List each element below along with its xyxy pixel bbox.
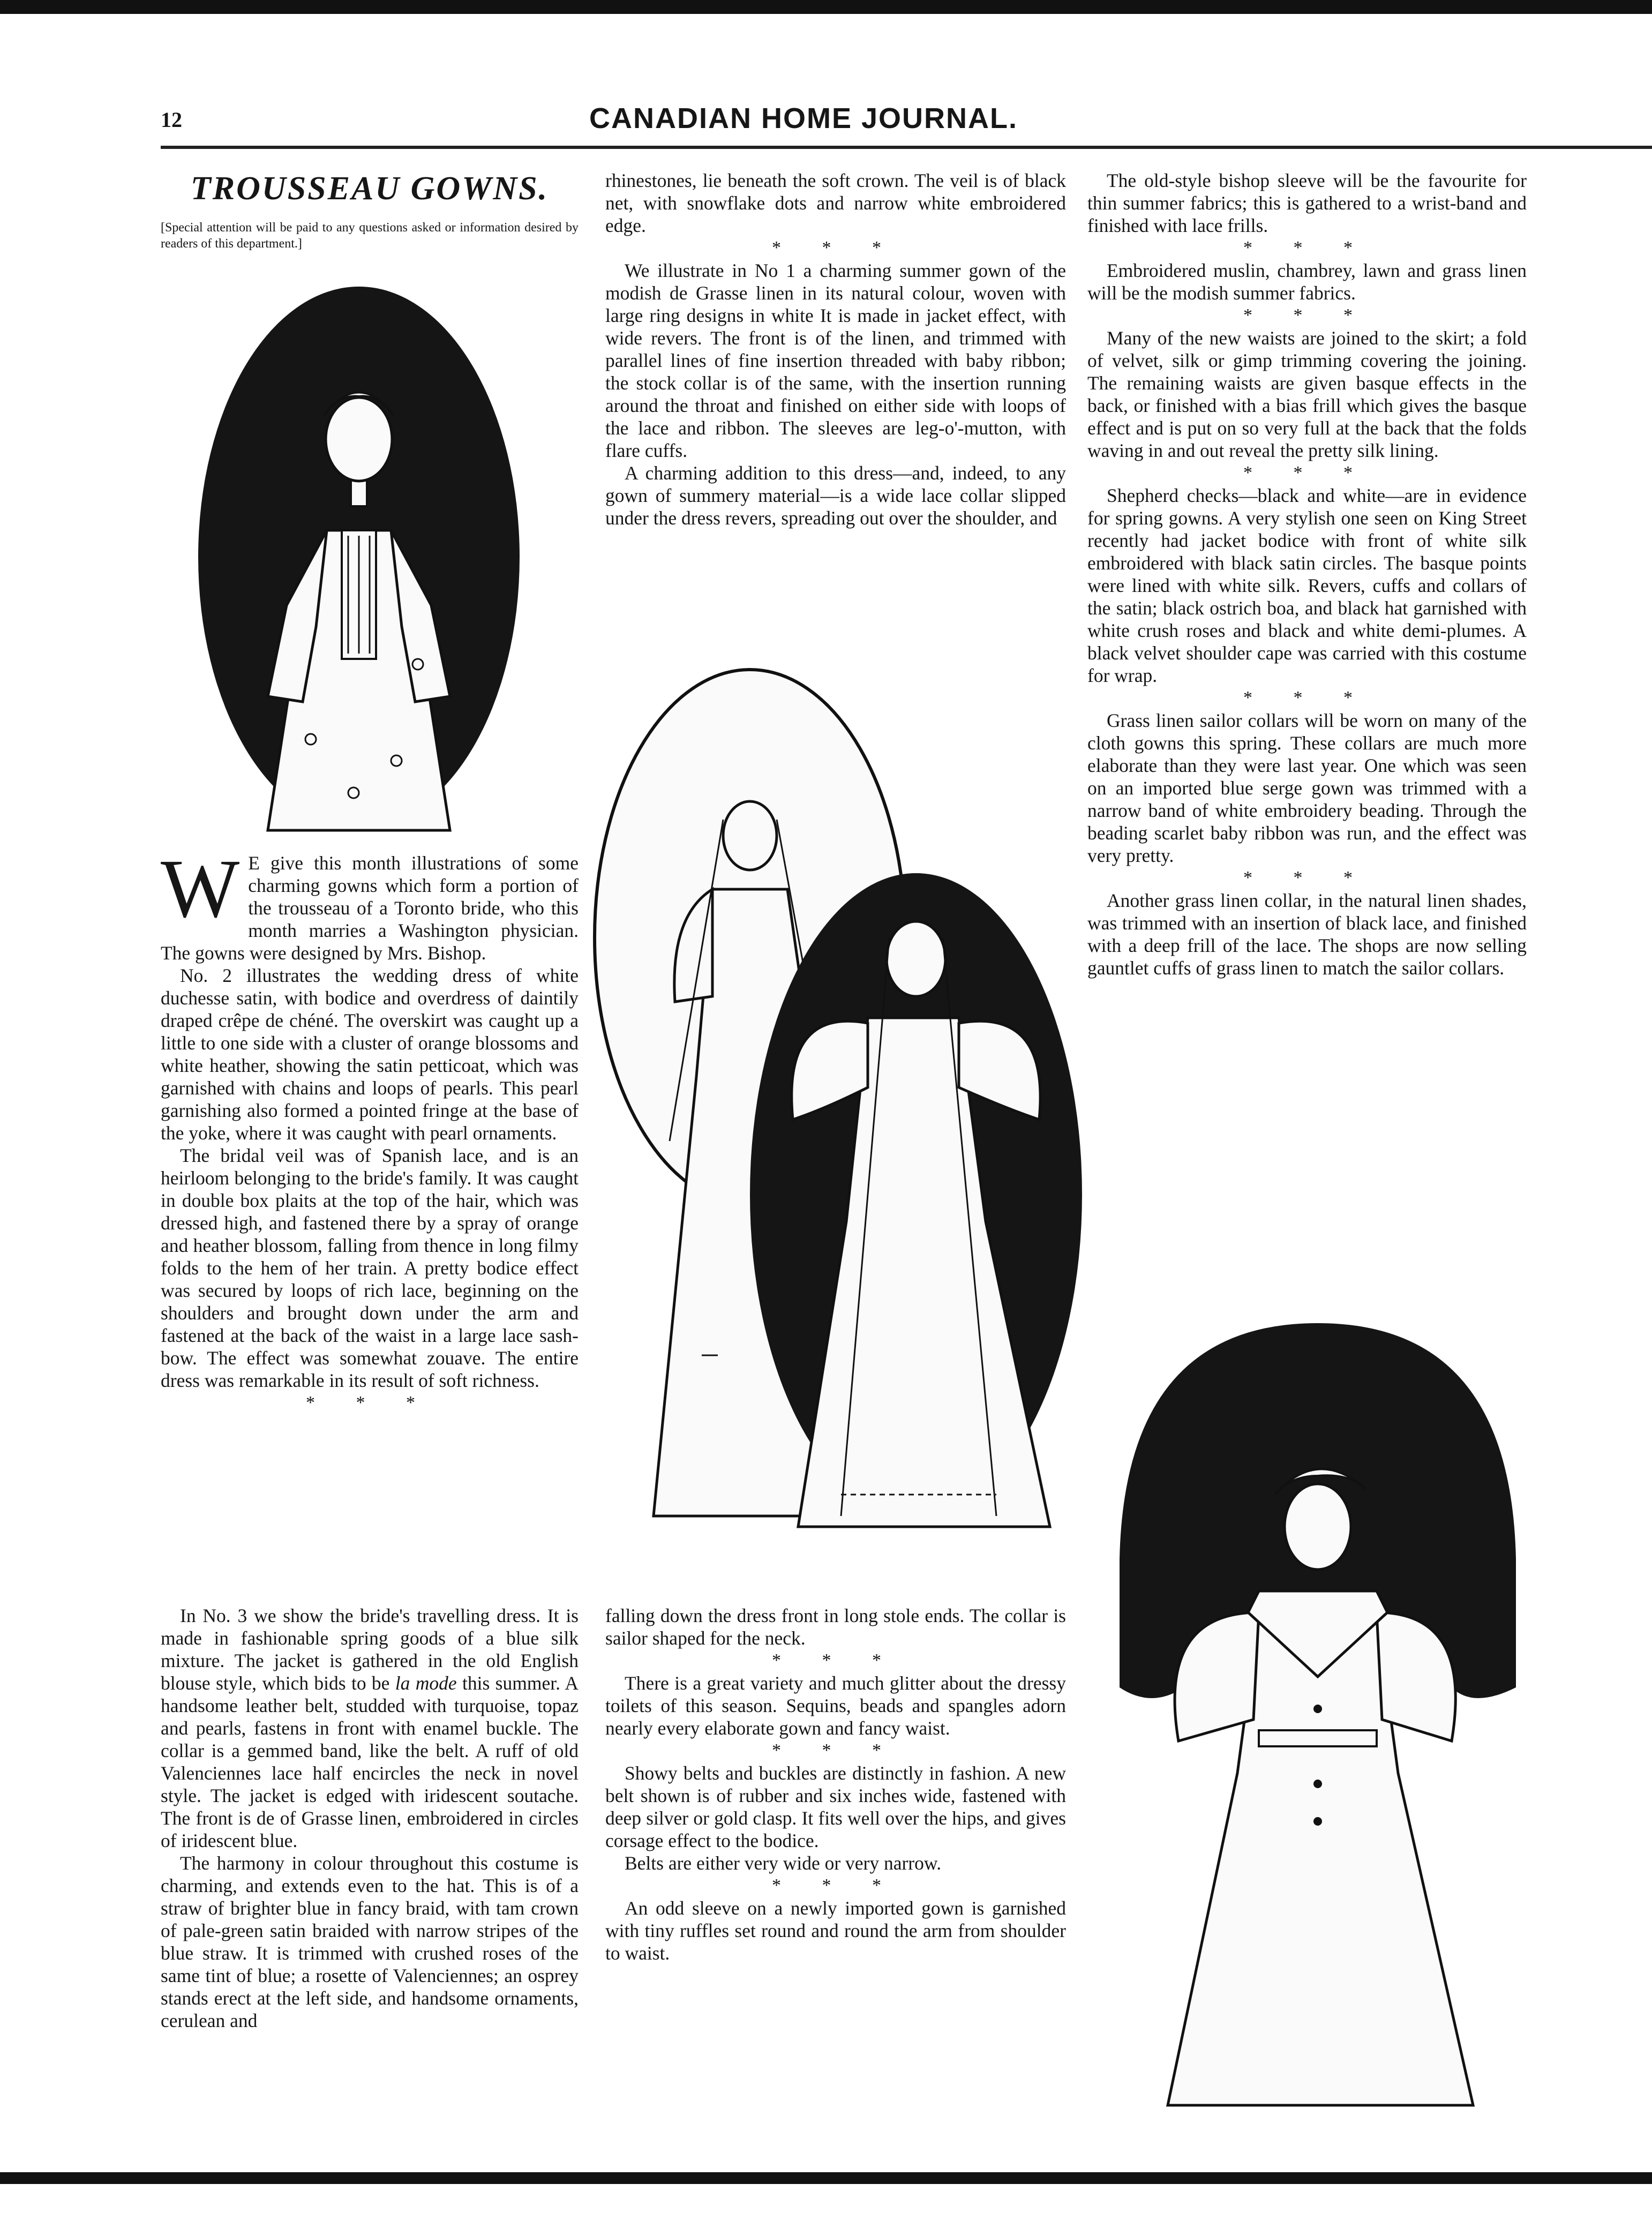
stole-ends-paragraph: falling down the dress front in long stole ends. The collar is sailor shaped for the neck. [605,1605,1066,1649]
wedding-dress-paragraph: No. 2 illustrates the wedding dress of white duchesse satin, with bodice and overdress of daintily draped crêpe de chéné. The overskirt was caught up a little to one side with a cluster of orange blossoms and white heather, showing the satin petticoat, which was garnished with chains and loops of pearls. This pearl garnishing also formed a pointed fringe at the base of the yoke, where it was caught with pearl ornaments. [161,965,579,1144]
harmony-paragraph: The harmony in colour throughout this costume is charming, and extends even to the hat. This is of a straw of brighter blue in fancy braid, with tam crown of pale-green satin braided with narrow stripes of the blue straw. It is trimmed with crushed roses of the same tint of blue; a rosette of Valenciennes; an osprey stands erect at the left side, and handsome ornaments, cerulean and [161,1852,579,2031]
section-divider: * * * [1243,688,1371,708]
section-divider: * * * [306,1393,433,1413]
glitter-paragraph: There is a great variety and much glitter about the dressy toilets of this season. Sequins, beads and spangles adorn nearly every elaborate gown and fancy waist. [605,1672,1066,1739]
column-3-text [1087,169,1527,979]
illustration-gown-4 [1098,1312,1537,2116]
bottom-border-rule [0,2172,1652,2184]
section-divider: * * * [772,238,899,258]
drop-cap: W [161,842,240,935]
travelling-dress-paragraph: In No. 3 we show the bride's travelling dress. It is made in fashionable spring goods of a blue silk mixture. The jacket is gathered in the old English blouse style, which bids to be la mode this summer. A handsome leather belt, studded with turquoise, topaz and pearls, fastens in front with enamel buckle. The collar is a gemmed band, like the belt. A ruff of old Valenciennes lace half encircles the neck in novel style. The jacket is edged with iridescent soutache. The front is de of Grasse linen, embroidered in circles of iridescent blue. [161,1605,579,1851]
lace-collar-paragraph: A charming addition to this dress—and, indeed, to any gown of summery material—is a wide lace collar slipped under the dress revers, spreading out over the shoulder, and [605,462,1066,529]
shepherd-checks-paragraph: Shepherd checks—black and white—are in evidence for spring gowns. A very stylish one seen on King Street recently had jacket bodice with front of white silk embroidered with black satin circles. The basque points were lined with white silk. Revers, cuffs and collars of the satin; black ostrich boa, and black hat garnished with white crush roses and black and white demi-plumes. A black velvet shoulder cape was carried with this costume for wrap. [1087,485,1527,686]
page-number: 12 [161,108,182,132]
header-rule [161,146,1652,149]
belts-width-paragraph: Belts are either very wide or very narrow. [625,1852,942,1874]
section-divider: * * * [1243,305,1371,325]
section-divider: * * * [772,1650,899,1670]
column-2-top [605,169,1066,529]
illustration-gowns-2-and-3 [589,659,1093,1553]
belts-paragraph: Showy belts and buckles are distinctly in fashion. A new belt shown is of rubber and six inches wide, fastened with deep silver or gold clasp. It fits well over the hips, and gives corsage effect to the bodice. [605,1762,1066,1851]
section-divider: * * * [772,1740,899,1760]
journal-title: CANADIAN HOME JOURNAL. [589,102,1018,134]
veil-continued-paragraph: rhinestones, lie beneath the soft crown. The veil is of black net, with snowflake dots and narrow white embroidered edge. [605,170,1066,236]
odd-sleeve-paragraph: An odd sleeve on a newly imported gown is garnished with tiny ruffles set round and round the arm from shoulder to waist. [605,1897,1066,1964]
section-divider: * * * [1243,238,1371,258]
bridal-veil-paragraph: The bridal veil was of Spanish lace, and is an heirloom belonging to the bride's family. It was caught in double box plaits at the top of the hair, which was dressed high, and fastened there by a spray of orange and heather blossom, falling from thence in long filmy folds to the hem of her train. A pretty bodice effect was secured by loops of rich lace, beginning on the shoulders and brought down under the arm and fastened at the back of the waist in a large lace sash-bow. The effect was somewhat zouave. The entire dress was remarkable in its result of soft richness. [161,1145,579,1391]
grass-linen-collar-paragraph: Another grass linen collar, in the natural linen shades, was trimmed with an insertion of black lace, and finished with a deep frill of the lace. The shops are now selling gauntlet cuffs of grass linen to match the sailor collars. [1087,890,1527,979]
article-heading: TROUSSEAU GOWNS. [190,170,549,207]
column-1-top [161,169,579,252]
section-divider: * * * [1243,463,1371,483]
editor-note: [Special attention will be paid to any questions asked or information desired by readers of this department.] [161,221,579,251]
waists-paragraph: Many of the new waists are joined to the skirt; a fold of velvet, silk or gimp trimming covering the joining. The remaining waists are given basque effects in the back, or finished with a bias frill which gives the basque effect and is put on so very full at the back that the folds waving in and out reveal the pretty silk lining. [1087,327,1527,461]
column-2-bottom [605,1604,1066,1964]
summer-gown-paragraph: We illustrate in No 1 a charming summer gown of the modish de Grasse linen in its natural colour, woven with large ring designs in white It is made in jacket effect, with wide revers. The front is of the linen, and trimmed with parallel lines of fine insertion threaded with baby ribbon; the stock collar is of the same, with the insertion running around the throat and finished on either side with loops of the lace and ribbon. The sleeves are leg-o'-mutton, with flare cuffs. [605,260,1066,461]
top-border-rule [0,0,1652,14]
sailor-collars-paragraph: Grass linen sailor collars will be worn on many of the cloth gowns this spring. These collars are much more elaborate than they were last year. One which was seen on an imported blue serge gown was trimmed with a narrow band of white embroidery beading. Through the beading scarlet baby ribbon was run, and the effect was very pretty. [1087,710,1527,866]
section-divider: * * * [772,1875,899,1895]
intro-paragraph: W E give this month illustrations of some charming gowns which form a portion of the trousseau of a Toronto bride, who this month marries a Washington physician. The gowns were designed by Mrs. Bishop. [161,842,579,964]
column-1-bottom [161,1604,579,2032]
illustration-gown-1 [193,279,525,836]
fabrics-paragraph: Embroidered muslin, chambrey, lawn and grass linen will be the modish summer fabrics. [1087,260,1527,304]
bishop-sleeve-paragraph: The old-style bishop sleeve will be the favourite for thin summer fabrics; this is gathered to a wrist-band and finished with lace frills. [1087,170,1527,236]
section-divider: * * * [1243,868,1371,888]
column-1-text [161,842,579,1414]
